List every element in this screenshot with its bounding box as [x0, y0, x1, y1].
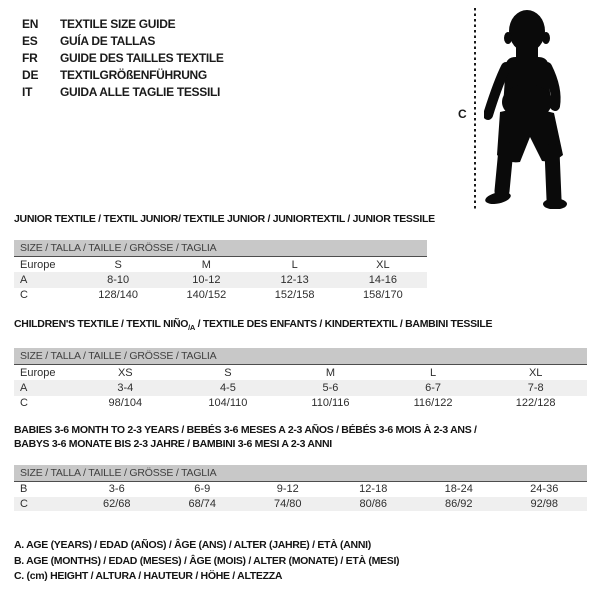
lang-row-fr	[22, 49, 224, 66]
cell: 110/116	[311, 397, 350, 410]
lang-label: TEXTILGRÖßENFÜHRUNG	[60, 67, 207, 82]
size-header-bar: SIZE / TALLA / TAILLE / GRÖSSE / TAGLIA	[14, 348, 587, 365]
lang-code: IT	[22, 84, 33, 99]
row-label: C	[20, 397, 28, 410]
footnote-a: A. AGE (YEARS) / EDAD (AÑOS) / ÂGE (ANS) / ALTER (JAHRE) / ETÀ (ANNI)	[14, 539, 371, 551]
table-row-height	[14, 497, 587, 512]
row-label: A	[20, 382, 28, 395]
table-row-height	[14, 288, 427, 303]
table-title: CHILDREN'S TEXTILE / TEXTIL $NIÑO_{/A}$ / TEXTILE DES ENFANTS / KINDERTEXTIL / BAMBINI TESSILE	[14, 318, 493, 333]
cell: 158/170	[362, 289, 403, 302]
lang-label: GUIDA ALLE TAGLIE TESSILI	[60, 84, 221, 99]
cell: 18-24	[444, 483, 473, 496]
lang-code: ES	[22, 33, 38, 48]
cell: 12-18	[359, 483, 388, 496]
cell: 10-12	[192, 273, 221, 286]
size-header-bar: SIZE / TALLA / TAILLE / GRÖSSE / TAGLIA	[14, 465, 587, 482]
cell: 14-16	[368, 273, 397, 286]
cell: S	[224, 366, 232, 379]
table-row-europe	[14, 365, 587, 380]
lang-row-de	[22, 66, 224, 83]
footnotes	[14, 538, 399, 585]
cell: M	[325, 366, 336, 379]
table-title: JUNIOR TEXTILE / TEXTIL JUNIOR/ TEXTILE JUNIOR / JUNIORTEXTIL / JUNIOR TESSILE	[14, 213, 435, 225]
cell: 116/122	[413, 397, 453, 410]
cell: 3-6	[108, 483, 125, 496]
cell: 6-7	[425, 382, 442, 395]
table-row-age	[14, 380, 587, 395]
lang-label: GUIDE DES TAILLES TEXTILE	[60, 50, 224, 65]
cell: 92/98	[530, 497, 559, 510]
lang-code: DE	[22, 67, 39, 82]
cell: 86/92	[444, 497, 473, 510]
cell: 12-13	[280, 273, 309, 286]
lang-label: TEXTILE SIZE GUIDE	[60, 16, 176, 31]
height-measure-label: C	[458, 107, 467, 121]
table-row-months	[14, 482, 587, 497]
cell: 128/140	[98, 289, 138, 302]
cell: 104/110	[208, 397, 248, 410]
row-label: Europe	[20, 366, 56, 379]
babies-textile-table	[14, 424, 587, 511]
footnote-c: C. (cm) HEIGHT / ALTURA / HAUTEUR / HÖHE / ALTEZZA	[14, 570, 283, 582]
cell: XL	[528, 366, 543, 379]
cell: 98/104	[108, 397, 143, 410]
cell: 8-10	[107, 273, 130, 286]
lang-code: FR	[22, 50, 38, 65]
cell: 68/74	[188, 497, 217, 510]
height-measure-dashed-line	[474, 8, 476, 209]
cell: 6-9	[194, 483, 211, 496]
childrens-textile-table	[14, 318, 587, 411]
table-title: BABIES 3-6 MONTH TO 2-3 YEARS / BEBÉS 3-6 MESES A 2-3 AÑOS / BÉBÉS 3-6 MOIS À 2-3 ANS / BABYS 3-6 MONATE BIS 2-3 JAHRE / BAMBINI 3-6 MESI A 2-3 ANNI	[14, 424, 477, 450]
lang-row-it	[22, 83, 224, 100]
toddler-silhouette-icon	[484, 7, 574, 209]
row-label: C	[20, 497, 28, 510]
row-label: B	[20, 483, 28, 496]
cell: 122/128	[515, 397, 556, 410]
cell: 80/86	[359, 497, 388, 510]
cell: XS	[117, 366, 133, 379]
cell: 5-6	[322, 382, 339, 395]
cell: 74/80	[273, 497, 302, 510]
row-label: C	[20, 289, 28, 302]
row-label: A	[20, 273, 28, 286]
cell: 152/158	[274, 289, 315, 302]
size-header-bar: SIZE / TALLA / TAILLE / GRÖSSE / TAGLIA	[14, 240, 427, 257]
cell: S	[114, 258, 122, 271]
cell: L	[430, 366, 437, 379]
cell: L	[291, 258, 298, 271]
cell: 24-36	[530, 483, 559, 496]
cell: 140/152	[186, 289, 227, 302]
cell: 4-5	[219, 382, 236, 395]
lang-row-en	[22, 15, 224, 32]
table-row-height	[14, 396, 587, 411]
title-subscript: /A	[188, 323, 196, 333]
cell: 3-4	[117, 382, 134, 395]
row-label: Europe	[20, 258, 56, 271]
cell: 62/68	[102, 497, 131, 510]
table-row-age	[14, 272, 427, 287]
cell: 9-12	[276, 483, 299, 496]
lang-row-es	[22, 32, 224, 49]
cell: 7-8	[527, 382, 544, 395]
lang-label: GUÍA DE TALLAS	[60, 33, 156, 48]
footnote-b: B. AGE (MONTHS) / EDAD (MESES) / ÂGE (MOIS) / ALTER (MONATE) / ETÀ (MESI)	[14, 554, 400, 567]
lang-code: EN	[22, 16, 39, 31]
language-header	[22, 15, 224, 100]
junior-textile-table	[14, 213, 435, 303]
cell: XL	[376, 258, 390, 271]
cell: M	[201, 258, 211, 271]
table-row-europe	[14, 257, 427, 272]
